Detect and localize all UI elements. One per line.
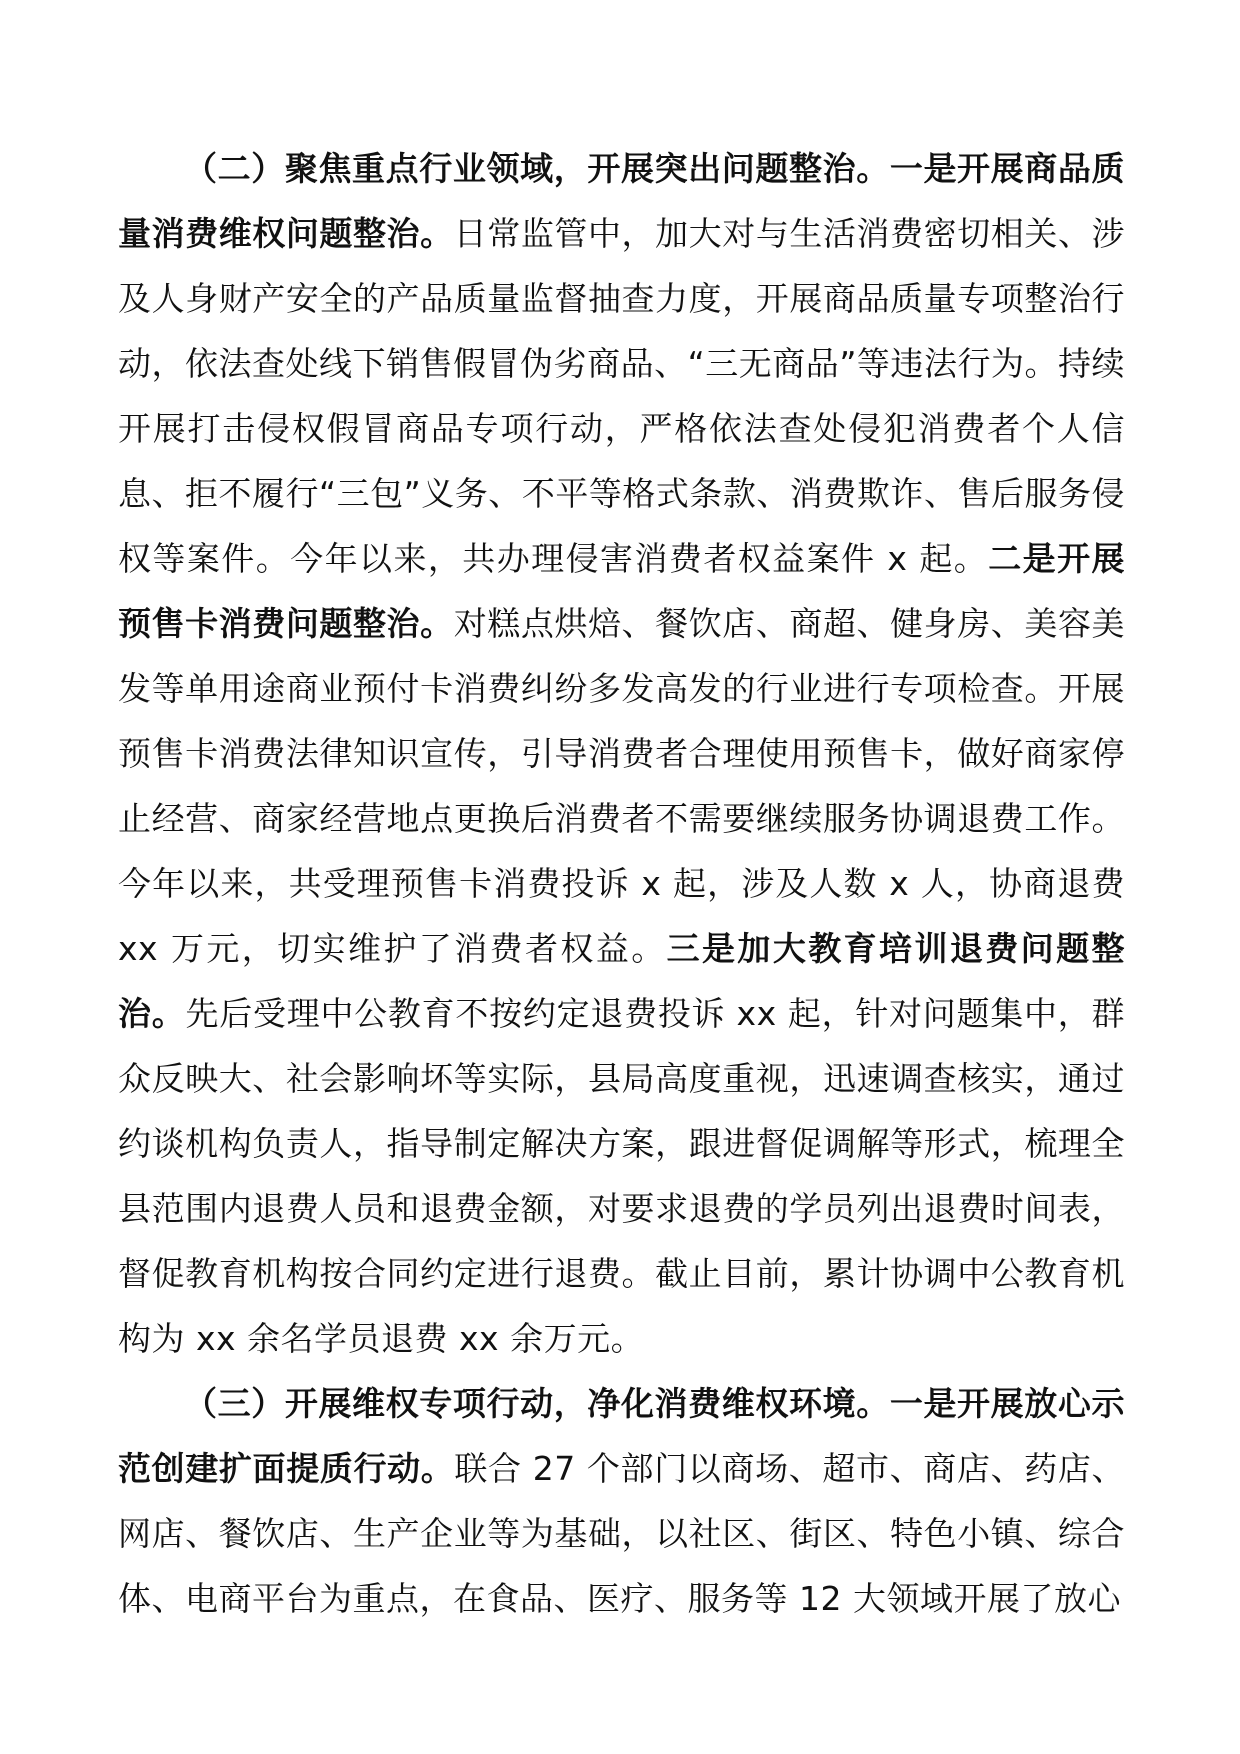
body-text: 先后受理中公教育不按约定退费投诉 xx 起，针对问题集中，群众反映大、社会影响坏等实际，县局高度重视，迅速调查核实，通过约谈机构负责人，指导制定解决方案，跟进督促调解等形式，梳理全县范围内退费人员和退费金额，对要求退费的学员列出退费时间表，督促教育机构按合同约定进行退费。截止目前，累计协调中公教育机构为 xx 余名学员退费 xx 余万元。 — [118, 994, 1125, 1358]
heading-section-3: （三）开展维权专项行动，净化消费维权环境。一是开展放心示范创建扩面提质行动。 — [118, 1384, 1125, 1488]
body-text: 联合 27 个部门以商场、超市、商店、药店、网店、餐饮店、生产企业等为基础，以社区、街区、特色小镇、综合体、电商平台为重点，在食品、医疗、服务等 12 大领域开展了放心 — [118, 1449, 1125, 1618]
heading-section-2: （二）聚焦重点行业领域，开展突出问题整治。一是开展商品质量消费维权问题整治。 — [118, 149, 1125, 253]
paragraph-section-3 — [118, 1371, 1125, 1631]
paragraph-section-2 — [118, 136, 1125, 1371]
bold-point-3: 三是加大教育培训退费问题整治。 — [118, 929, 1125, 1033]
body-text: 日常监管中，加大对与生活消费密切相关、涉及人身财产安全的产品质量监督抽查力度，开展商品质量专项整治行动，依法查处线下销售假冒伪劣商品、“三无商品”等违法行为。持续开展打击侵权假冒商品专项行动，严格依法查处侵犯消费者个人信息、拒不履行“三包”义务、不平等格式条款、消费欺诈、售后服务侵权等案件。今年以来，共办理侵害消费者权益案件 x 起。 — [118, 214, 1126, 578]
body-text: 对糕点烘焙、餐饮店、商超、健身房、美容美发等单用途商业预付卡消费纠纷多发高发的行业进行专项检查。开展预售卡消费法律知识宣传，引导消费者合理使用预售卡，做好商家停止经营、商家经营地点更换后消费者不需要继续服务协调退费工作。今年以来，共受理预售卡消费投诉 x 起，涉及人数 x 人，协商退费 xx 万元，切实维护了消费者权益。 — [118, 604, 1126, 968]
bold-point-2: 二是开展预售卡消费问题整治。 — [118, 539, 1125, 643]
